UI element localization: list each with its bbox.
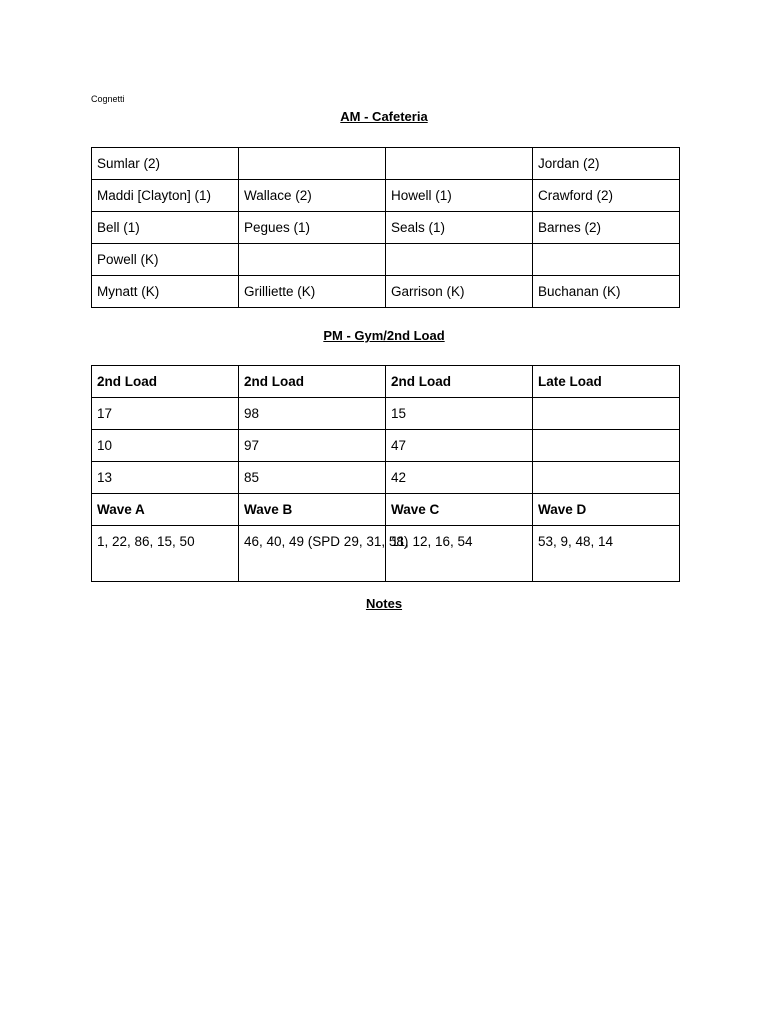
am-cafeteria-heading: AM - Cafeteria xyxy=(340,109,428,124)
wave-cell: 46, 40, 49 (SPD 29, 31, 58) xyxy=(239,526,386,582)
table-cell: Powell (K) xyxy=(92,244,239,276)
table-cell: 13 xyxy=(92,462,239,494)
wave-cell: 11, 12, 16, 54 xyxy=(386,526,533,582)
table-cell: 85 xyxy=(239,462,386,494)
table-row xyxy=(92,244,680,276)
table-cell: Mynatt (K) xyxy=(92,276,239,308)
table-header-row xyxy=(92,366,680,398)
table-cell xyxy=(533,430,680,462)
table-row xyxy=(92,148,680,180)
table-cell xyxy=(533,244,680,276)
column-header: 2nd Load xyxy=(92,366,239,398)
table-cell: Barnes (2) xyxy=(533,212,680,244)
table-cell: Buchanan (K) xyxy=(533,276,680,308)
table-cell: 47 xyxy=(386,430,533,462)
wave-header: Wave C xyxy=(386,494,533,526)
table-cell: Bell (1) xyxy=(92,212,239,244)
wave-header: Wave D xyxy=(533,494,680,526)
table-row xyxy=(92,462,680,494)
table-row xyxy=(92,212,680,244)
table-cell: Seals (1) xyxy=(386,212,533,244)
table-cell: Grilliette (K) xyxy=(239,276,386,308)
table-cell xyxy=(239,148,386,180)
wave-header: Wave B xyxy=(239,494,386,526)
table-cell: Crawford (2) xyxy=(533,180,680,212)
table-cell: Wallace (2) xyxy=(239,180,386,212)
table-cell: Garrison (K) xyxy=(386,276,533,308)
column-header: Late Load xyxy=(533,366,680,398)
wave-header: Wave A xyxy=(92,494,239,526)
column-header: 2nd Load xyxy=(386,366,533,398)
table-cell: Sumlar (2) xyxy=(92,148,239,180)
table-cell xyxy=(386,244,533,276)
table-cell xyxy=(533,398,680,430)
table-cell: Howell (1) xyxy=(386,180,533,212)
notes-heading: Notes xyxy=(365,596,403,611)
wave-cell: 1, 22, 86, 15, 50 xyxy=(92,526,239,582)
document-author: Cognetti xyxy=(91,94,125,104)
am-cafeteria-table xyxy=(91,147,680,308)
table-cell: 17 xyxy=(92,398,239,430)
wave-header-row xyxy=(92,494,680,526)
table-row xyxy=(92,398,680,430)
table-cell: 42 xyxy=(386,462,533,494)
pm-gym-heading: PM - Gym/2nd Load xyxy=(323,328,445,343)
wave-cell: 53, 9, 48, 14 xyxy=(533,526,680,582)
table-cell: Maddi [Clayton] (1) xyxy=(92,180,239,212)
table-cell: 97 xyxy=(239,430,386,462)
table-row xyxy=(92,430,680,462)
table-cell: 10 xyxy=(92,430,239,462)
table-cell: 15 xyxy=(386,398,533,430)
table-cell: 98 xyxy=(239,398,386,430)
table-cell xyxy=(386,148,533,180)
table-cell: Pegues (1) xyxy=(239,212,386,244)
table-row xyxy=(92,180,680,212)
wave-row xyxy=(92,526,680,582)
pm-gym-table xyxy=(91,365,680,582)
table-cell: Jordan (2) xyxy=(533,148,680,180)
table-cell xyxy=(239,244,386,276)
table-cell xyxy=(533,462,680,494)
table-row xyxy=(92,276,680,308)
column-header: 2nd Load xyxy=(239,366,386,398)
